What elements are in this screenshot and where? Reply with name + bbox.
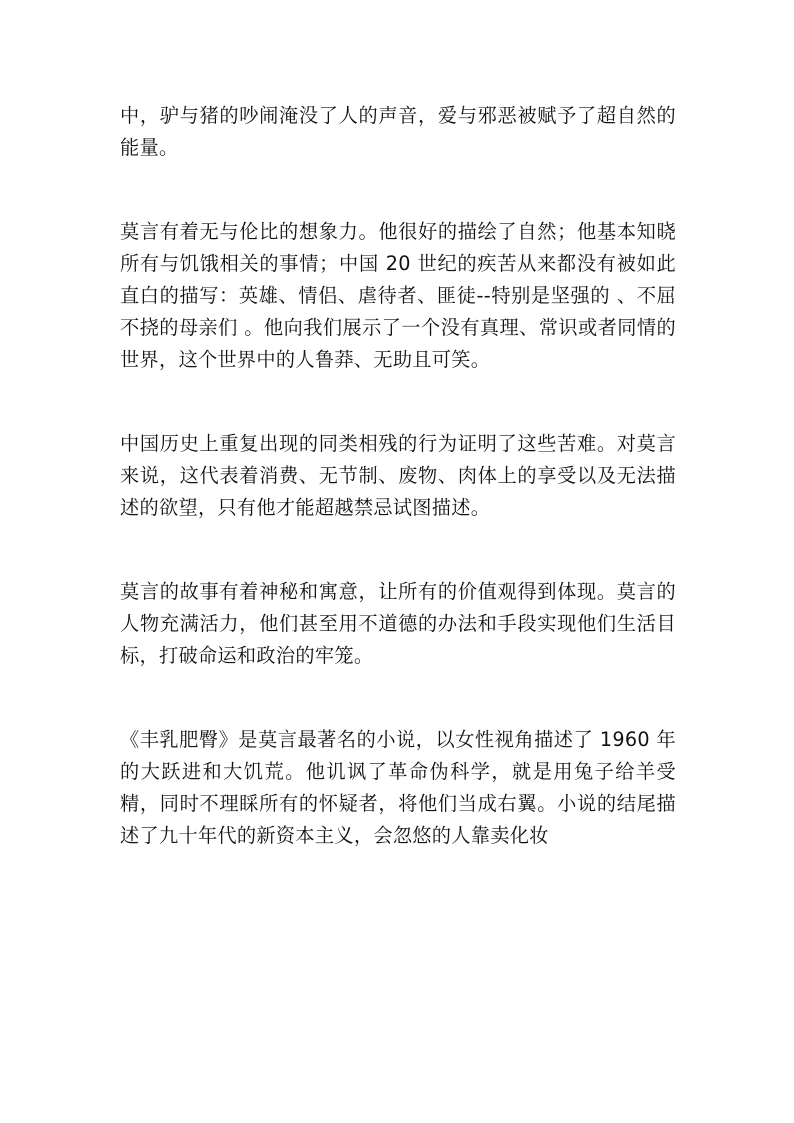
paragraph-4: 莫言的故事有着神秘和寓意，让所有的价值观得到体现。莫言的人物充满活力，他们甚至用不道德的办法和手段实现他们生活目标，打破命运和政治的牢笼。 (120, 580, 676, 667)
paragraph-3: 中国历史上重复出现的同类相残的行为证明了这些苦难。对莫言来说，这代表着消费、无节制、废物、肉体上的享受以及无法描述的欲望，只有他才能超越禁忌试图描述。 (120, 432, 676, 519)
paragraph-1: 中，驴与猪的吵闹淹没了人的声音，爱与邪恶被赋予了超自然的能量。 (120, 104, 676, 159)
paragraph-2: 莫言有着无与伦比的想象力。他很好的描绘了自然；他基本知晓所有与饥饿相关的事情；中国 20 世纪的疾苦从来都没有被如此直白的描写：英雄、情侣、虐待者、匪徒--特别是坚强的 、不屈不挠的母亲们 。他向我们展示了一个没有真理、常识或者同情的世界，这个世界中的人鲁莽、无助且可笑。 (120, 220, 676, 371)
document-body (120, 100, 676, 852)
paragraph-5: 《丰乳肥臀》是莫言最著名的小说，以女性视角描述了 1960 年的大跃进和大饥荒。他讥讽了革命伪科学，就是用兔子给羊受精，同时不理睬所有的怀疑者，将他们当成右翼。小说的结尾描述了九十年代的新资本主义，会忽悠的人靠卖化妆 (120, 728, 676, 847)
